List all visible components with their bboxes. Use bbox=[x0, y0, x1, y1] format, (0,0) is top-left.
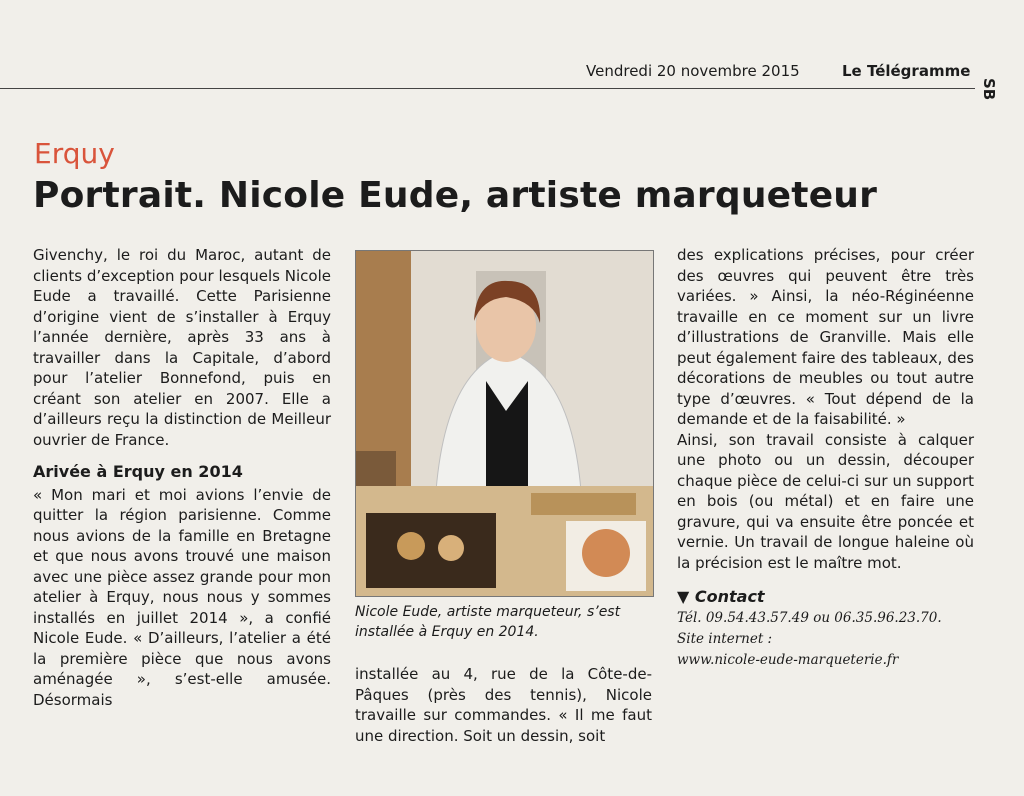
column-1 bbox=[33, 245, 331, 710]
bleed-through-text bbox=[200, 100, 204, 120]
header-date: Vendredi 20 novembre 2015 bbox=[586, 62, 800, 80]
contact-site-label: Site internet : bbox=[677, 630, 773, 647]
kicker: Erquy bbox=[34, 137, 115, 170]
headline: Portrait. Nicole Eude, artiste marqueteur bbox=[33, 175, 878, 216]
contact-site-url: www.nicole-eude-marqueterie.fr bbox=[677, 651, 899, 668]
newspaper-name: Le Télégramme bbox=[842, 62, 971, 80]
article-photo bbox=[355, 250, 654, 597]
subheading: Arivée à Erquy en 2014 bbox=[33, 462, 243, 481]
paragraph: installée au 4, rue de la Côte-de-Pâques (près des tennis), Nicole travaille sur commandes. « Il me faut une direction. Soit un dessin, soit bbox=[355, 665, 652, 745]
page-side-code: SB bbox=[980, 78, 998, 101]
column-3 bbox=[677, 245, 974, 671]
paragraph: « Mon mari et moi avions l’envie de quitter la région parisienne. Comme nous avions de la famille en Bretagne et que nous avons trouvé une maison avec une pièce assez grande pour mon atelier à Erquy, nous nous y sommes installés en juillet 2014 », a confié Nicole Eude. « D’ailleurs, l’atelier a été la première pièce que nous avons aménagée », s’est-elle amusée. Désormais bbox=[33, 485, 331, 709]
contact-phone: Tél. 09.54.43.57.49 ou 06.35.96.23.70. bbox=[677, 609, 942, 626]
header-rule bbox=[0, 88, 975, 89]
paragraph: Givenchy, le roi du Maroc, autant de clients d’exception pour lesquels Nicole Eude a travaillé. Cette Parisienne d’origine vient de s’installer à Erquy l’année dernière, après 33 ans à travailler dans la Capitale, d’abord pour l’atelier Bonnefond, puis en créant son atelier en 2007. Elle a d’ailleurs reçu la distinction de Meilleur ouvrier de France. bbox=[33, 246, 331, 449]
paragraph: Ainsi, son travail consiste à calquer une photo ou un dessin, découper chaque pièce de celui-ci sur un support en bois (ou métal) et en faire une gravure, qui va ensuite être poncée et vernie. Un travail de longue haleine où la précision est le maître mot. bbox=[677, 430, 974, 572]
photo-caption: Nicole Eude, artiste marqueteur, s’est installée à Erquy en 2014. bbox=[355, 604, 621, 640]
contact-heading: ▼ Contact bbox=[677, 587, 765, 606]
column-2 bbox=[355, 664, 652, 746]
paragraph: des explications précises, pour créer des œuvres qui peuvent être très variées. » Ainsi, la néo-Réginéenne travaille en ce moment sur un livre d’illustrations de Granville. Mais elle peut également faire des tableaux, des décorations de meubles ou tout autre type d’œuvres. « Tout dépend de la demande et de la faisabilité. » bbox=[677, 246, 974, 428]
